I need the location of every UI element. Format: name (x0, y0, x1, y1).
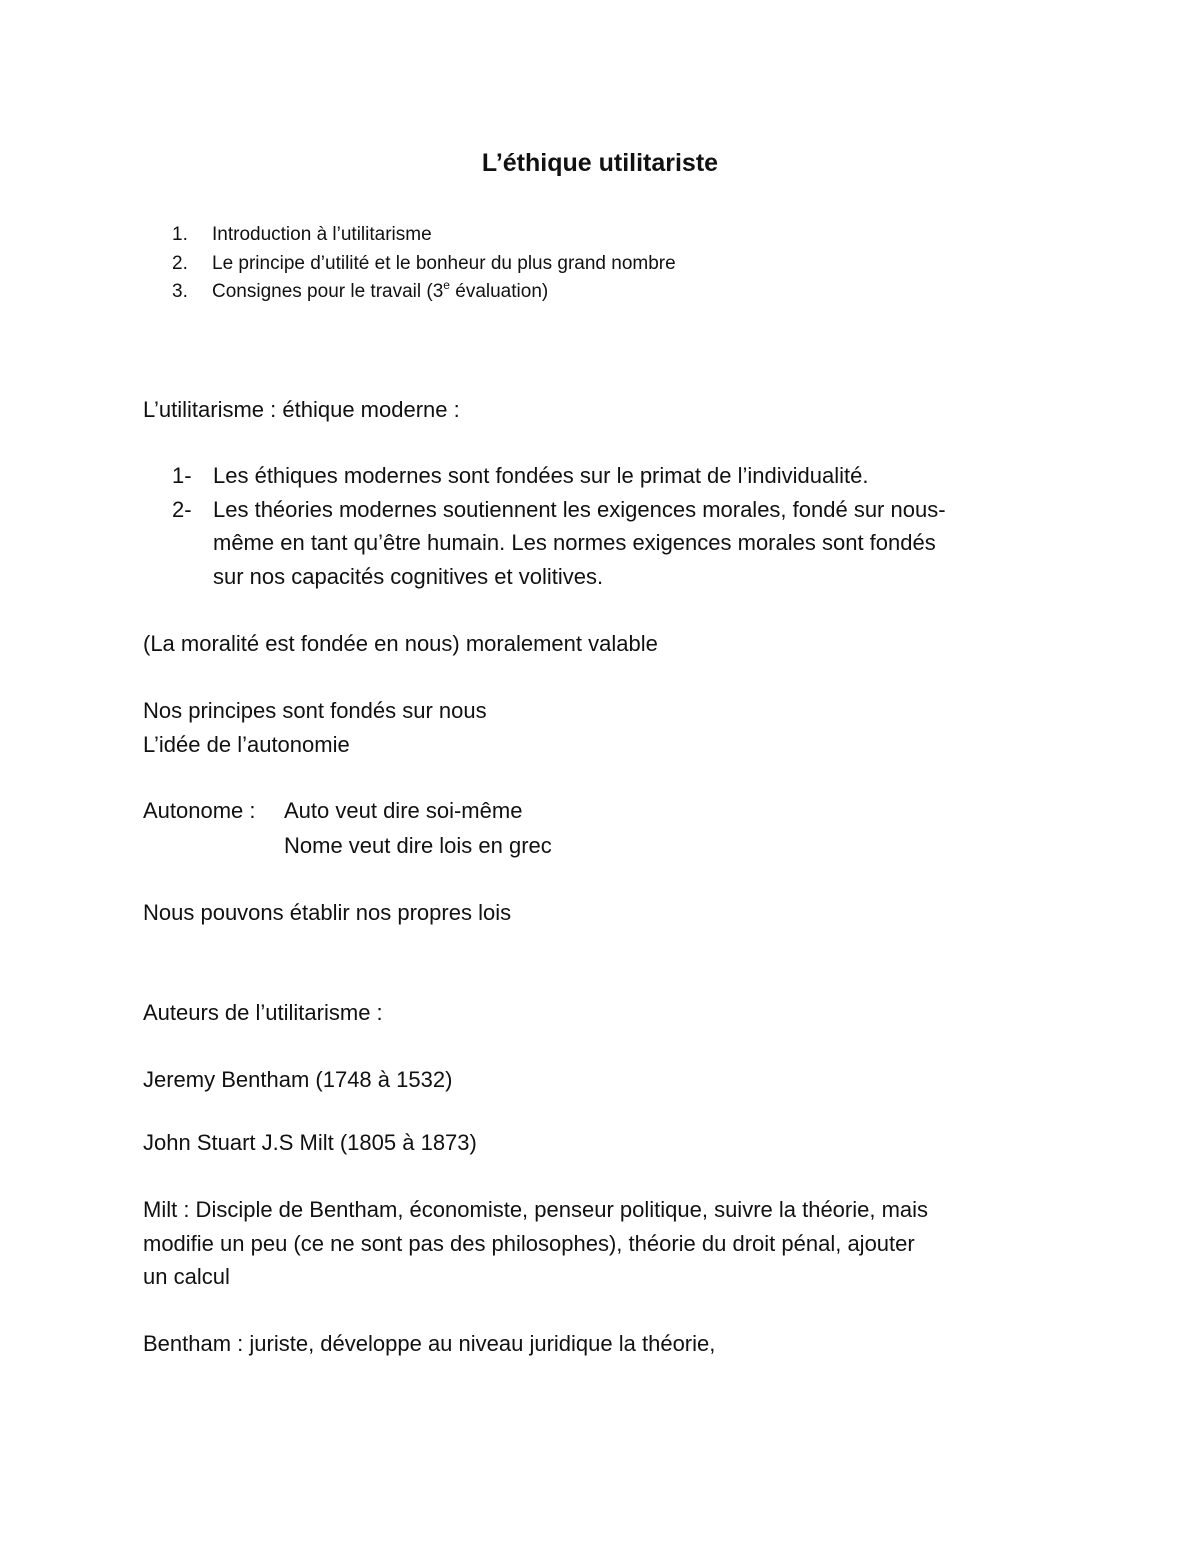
laws-line: Nous pouvons établir nos propres lois (143, 900, 512, 925)
superscript: e (443, 277, 450, 292)
modern-ethics-list (172, 459, 946, 593)
authors-heading: Auteurs de l’utilitarisme : (143, 1000, 383, 1025)
toc-item-number: 1. (172, 224, 188, 245)
bentham-line: Bentham : juriste, développe au niveau juridique la théorie, (143, 1331, 716, 1356)
list-item-number: 2- (172, 496, 192, 522)
list-item-line: sur nos capacités cognitives et volitives. (213, 563, 604, 589)
author-bentham: Jeremy Bentham (1748 à 1532) (143, 1067, 453, 1092)
list-item-line: Les théories modernes soutiennent les exigences morales, fondé sur nous- (213, 496, 946, 522)
principles-line: Nos principes sont fondés sur nous (143, 698, 487, 723)
toc-item-text-part: évaluation) (449, 281, 549, 302)
toc-item-text-part: Consignes pour le travail (3 (212, 281, 444, 302)
author-milt: John Stuart J.S Milt (1805 à 1873) (143, 1130, 477, 1155)
toc-item-text (212, 277, 549, 302)
milt-paragraph (143, 1193, 928, 1294)
list-item-number: 1- (172, 463, 192, 488)
toc-item (172, 221, 676, 250)
section-heading: L’utilitarisme : éthique moderne : (143, 397, 460, 422)
definition-line: Nome veut dire lois en grec (284, 832, 552, 858)
list-item (172, 493, 946, 594)
toc-item (172, 250, 676, 279)
definition-line: Auto veut dire soi-même (284, 798, 523, 823)
toc-item-number: 2. (172, 252, 188, 274)
paragraph-line: Milt : Disciple de Bentham, économiste, penseur politique, suivre la théorie, mais (143, 1197, 929, 1222)
list-item-line: même en tant qu’être humain. Les normes exigences morales sont fondés (213, 530, 936, 555)
morality-line: (La moralité est fondée en nous) moralement valable (143, 631, 658, 656)
toc-item-text: Le principe d’utilité et le bonheur du plus grand nombre (212, 252, 676, 274)
list-item (172, 459, 946, 493)
list-item-line: Les éthiques modernes sont fondées sur le primat de l’individualité. (213, 463, 869, 488)
toc-item-text: Introduction à l’utilitarisme (212, 224, 432, 245)
paragraph-line: un calcul (143, 1264, 230, 1289)
table-of-contents (172, 221, 676, 307)
paragraph-line: modifie un peu (ce ne sont pas des philosophes), théorie du droit pénal, ajouter (143, 1230, 915, 1256)
document-title: L’éthique utilitariste (481, 149, 719, 177)
definition-term: Autonome : (143, 798, 256, 823)
toc-item-number: 3. (172, 281, 188, 302)
toc-item (172, 278, 676, 307)
autonomy-idea-line: L’idée de l’autonomie (143, 732, 350, 757)
